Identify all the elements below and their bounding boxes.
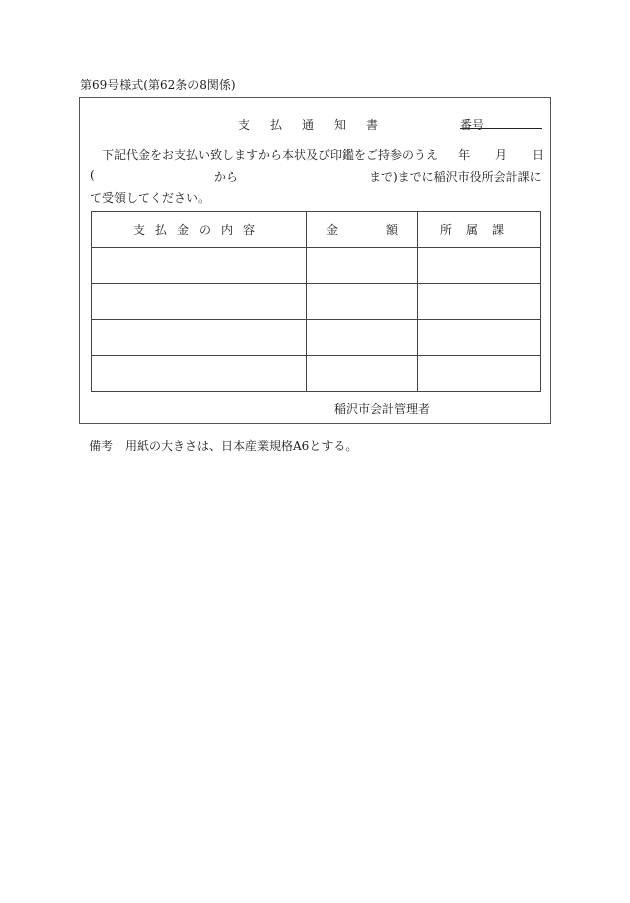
content-cell[interactable]: [92, 284, 307, 320]
signer-title: 稲沢市会計管理者: [334, 402, 431, 416]
remark-text: 用紙の大きさは、日本産業規格A6とする。: [125, 439, 358, 453]
header-amount-part-1: 金: [325, 223, 338, 237]
document-title: 支払通知書: [238, 118, 399, 132]
number-label: 番号: [460, 118, 485, 132]
day-label: 日: [532, 148, 545, 162]
content-cell[interactable]: [92, 248, 307, 284]
table-row: [92, 284, 541, 320]
month-label: 月: [495, 148, 508, 162]
table-row: [92, 248, 541, 284]
header-department: 所属課: [418, 212, 541, 248]
content-cell[interactable]: [92, 320, 307, 356]
department-cell[interactable]: [418, 248, 541, 284]
header-amount-part-2: 額: [386, 223, 399, 237]
amount-cell[interactable]: [307, 320, 418, 356]
table-row: [92, 320, 541, 356]
department-cell[interactable]: [418, 320, 541, 356]
period-from-text: から: [214, 170, 239, 184]
amount-cell[interactable]: [307, 356, 418, 392]
table-row: [92, 356, 541, 392]
department-cell[interactable]: [418, 284, 541, 320]
amount-cell[interactable]: [307, 248, 418, 284]
number-field-underline: [460, 128, 542, 129]
amount-cell[interactable]: [307, 284, 418, 320]
table-header-row: [92, 212, 541, 248]
department-cell[interactable]: [418, 356, 541, 392]
remark: [89, 437, 357, 454]
period-until-text: まで)までに稲沢市役所会計課に: [369, 170, 542, 184]
remark-label: 備考: [89, 439, 114, 453]
body-line-3: て受領してください。: [90, 191, 211, 205]
header-amount: [307, 212, 418, 248]
header-content: 支払金の内容: [92, 212, 307, 248]
period-open-paren: (: [90, 168, 95, 182]
content-cell[interactable]: [92, 356, 307, 392]
form-number: 第69号様式(第62条の8関係): [80, 78, 236, 92]
payment-notice-text: 下記代金をお支払い致しますから本状及び印鑑をご持参のうえ: [102, 148, 439, 162]
payment-table: [91, 211, 541, 392]
year-label: 年: [458, 148, 471, 162]
